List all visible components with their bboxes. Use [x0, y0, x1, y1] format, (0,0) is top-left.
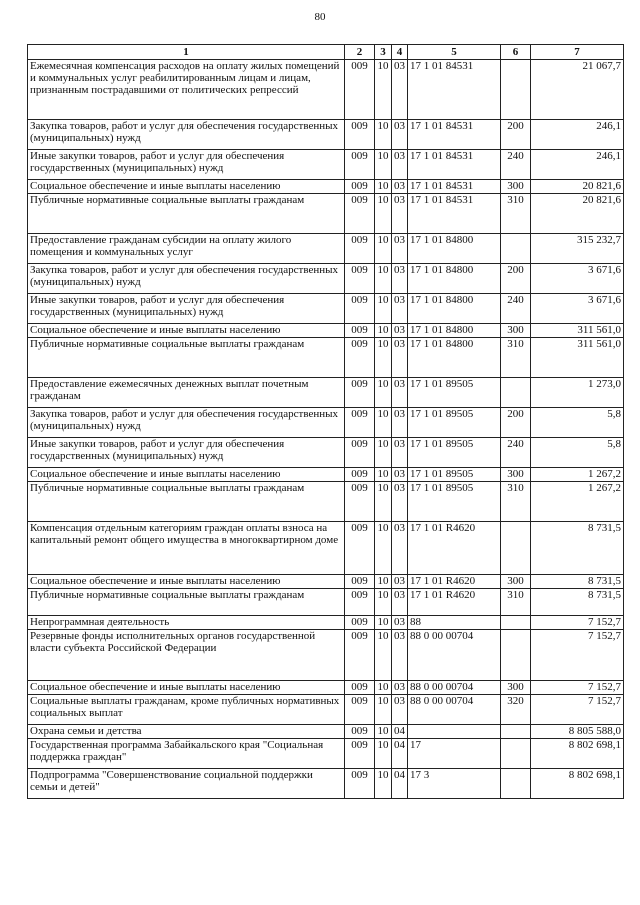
ministry-code-cell: 009 [345, 739, 375, 769]
item-name-cell: Закупка товаров, работ и услуг для обеспечения государственных (муниципальных) нужд [28, 408, 345, 438]
expense-type-code-cell: 300 [501, 575, 531, 589]
section-code-cell: 10 [375, 378, 392, 408]
ministry-code-cell: 009 [345, 60, 375, 120]
item-name-cell: Закупка товаров, работ и услуг для обеспечения государственных (муниципальных) нужд [28, 264, 345, 294]
subsection-code-cell: 03 [392, 681, 408, 695]
expense-type-code-cell: 240 [501, 294, 531, 324]
item-name-cell: Социальные выплаты гражданам, кроме публичных нормативных социальных выплат [28, 695, 345, 725]
table-row [28, 180, 624, 194]
subsection-code-cell: 03 [392, 150, 408, 180]
expense-type-code-cell: 300 [501, 681, 531, 695]
subsection-code-cell: 03 [392, 408, 408, 438]
item-name-cell: Предоставление гражданам субсидии на оплату жилого помещения и коммунальных услуг [28, 234, 345, 264]
section-code-cell: 10 [375, 264, 392, 294]
item-name-cell: Иные закупки товаров, работ и услуг для обеспечения государственных (муниципальных) нужд [28, 294, 345, 324]
header-col-6: 6 [501, 45, 531, 60]
table-row [28, 438, 624, 468]
item-name-cell: Социальное обеспечение и иные выплаты населению [28, 575, 345, 589]
ministry-code-cell: 009 [345, 522, 375, 575]
subsection-code-cell: 04 [392, 769, 408, 799]
expense-type-code-cell: 320 [501, 695, 531, 725]
ministry-code-cell: 009 [345, 725, 375, 739]
amount-cell: 8 731,5 [531, 575, 624, 589]
target-article-code-cell: 88 0 00 00704 [408, 695, 501, 725]
table-row [28, 408, 624, 438]
amount-cell: 8 802 698,1 [531, 739, 624, 769]
table-row [28, 681, 624, 695]
target-article-code-cell: 17 1 01 84531 [408, 150, 501, 180]
header-row [28, 45, 624, 60]
ministry-code-cell: 009 [345, 264, 375, 294]
section-code-cell: 10 [375, 438, 392, 468]
ministry-code-cell: 009 [345, 575, 375, 589]
item-name-cell: Социальное обеспечение и иные выплаты населению [28, 324, 345, 338]
amount-cell: 3 671,6 [531, 294, 624, 324]
ministry-code-cell: 009 [345, 338, 375, 378]
item-name-cell: Иные закупки товаров, работ и услуг для обеспечения государственных (муниципальных) нужд [28, 150, 345, 180]
expense-type-code-cell [501, 378, 531, 408]
header-col-2: 2 [345, 45, 375, 60]
target-article-code-cell: 88 0 00 00704 [408, 681, 501, 695]
table-row [28, 616, 624, 630]
section-code-cell: 10 [375, 681, 392, 695]
section-code-cell: 10 [375, 468, 392, 482]
subsection-code-cell: 03 [392, 378, 408, 408]
expense-type-code-cell [501, 769, 531, 799]
amount-cell: 246,1 [531, 120, 624, 150]
section-code-cell: 10 [375, 482, 392, 522]
section-code-cell: 10 [375, 120, 392, 150]
expense-type-code-cell [501, 616, 531, 630]
ministry-code-cell: 009 [345, 630, 375, 681]
header-col-5: 5 [408, 45, 501, 60]
item-name-cell: Социальное обеспечение и иные выплаты населению [28, 681, 345, 695]
item-name-cell: Публичные нормативные социальные выплаты гражданам [28, 194, 345, 234]
target-article-code-cell: 17 1 01 84800 [408, 324, 501, 338]
item-name-cell: Публичные нормативные социальные выплаты гражданам [28, 589, 345, 616]
amount-cell: 7 152,7 [531, 616, 624, 630]
ministry-code-cell: 009 [345, 150, 375, 180]
expense-type-code-cell [501, 630, 531, 681]
ministry-code-cell: 009 [345, 616, 375, 630]
section-code-cell: 10 [375, 180, 392, 194]
target-article-code-cell: 17 1 01 89505 [408, 378, 501, 408]
section-code-cell: 10 [375, 589, 392, 616]
item-name-cell: Предоставление ежемесячных денежных выплат почетным гражданам [28, 378, 345, 408]
expense-type-code-cell [501, 60, 531, 120]
table-row [28, 482, 624, 522]
table-row [28, 630, 624, 681]
header-col-4: 4 [392, 45, 408, 60]
ministry-code-cell: 009 [345, 468, 375, 482]
table-row [28, 378, 624, 408]
budget-table [27, 44, 624, 799]
amount-cell: 246,1 [531, 150, 624, 180]
header-col-1: 1 [28, 45, 345, 60]
amount-cell: 21 067,7 [531, 60, 624, 120]
expense-type-code-cell: 310 [501, 482, 531, 522]
expense-type-code-cell [501, 522, 531, 575]
item-name-cell: Публичные нормативные социальные выплаты гражданам [28, 338, 345, 378]
ministry-code-cell: 009 [345, 695, 375, 725]
amount-cell: 3 671,6 [531, 264, 624, 294]
amount-cell: 311 561,0 [531, 324, 624, 338]
target-article-code-cell: 17 1 01 89505 [408, 438, 501, 468]
table-row [28, 739, 624, 769]
ministry-code-cell: 009 [345, 482, 375, 522]
table-row [28, 194, 624, 234]
section-code-cell: 10 [375, 522, 392, 575]
subsection-code-cell: 03 [392, 468, 408, 482]
expense-type-code-cell: 310 [501, 338, 531, 378]
page-number: 80 [314, 11, 326, 23]
table-body [28, 60, 624, 799]
target-article-code-cell: 17 1 01 84531 [408, 180, 501, 194]
amount-cell: 8 731,5 [531, 589, 624, 616]
target-article-code-cell: 88 0 00 00704 [408, 630, 501, 681]
table-row [28, 294, 624, 324]
subsection-code-cell: 03 [392, 264, 408, 294]
expense-type-code-cell: 200 [501, 120, 531, 150]
table-row [28, 522, 624, 575]
item-name-cell: Непрограммная деятельность [28, 616, 345, 630]
subsection-code-cell: 03 [392, 294, 408, 324]
subsection-code-cell: 03 [392, 589, 408, 616]
expense-type-code-cell: 300 [501, 468, 531, 482]
item-name-cell: Закупка товаров, работ и услуг для обеспечения государственных (муниципальных) нужд [28, 120, 345, 150]
amount-cell: 311 561,0 [531, 338, 624, 378]
subsection-code-cell: 03 [392, 234, 408, 264]
item-name-cell: Социальное обеспечение и иные выплаты населению [28, 468, 345, 482]
ministry-code-cell: 009 [345, 294, 375, 324]
section-code-cell: 10 [375, 194, 392, 234]
header-col-3: 3 [375, 45, 392, 60]
table-row [28, 150, 624, 180]
target-article-code-cell: 17 1 01 84531 [408, 60, 501, 120]
amount-cell: 1 267,2 [531, 468, 624, 482]
target-article-code-cell: 17 1 01 R4620 [408, 589, 501, 616]
amount-cell: 20 821,6 [531, 194, 624, 234]
subsection-code-cell: 03 [392, 630, 408, 681]
header-col-7: 7 [531, 45, 624, 60]
table-row [28, 120, 624, 150]
target-article-code-cell: 17 1 01 89505 [408, 468, 501, 482]
target-article-code-cell: 17 1 01 84531 [408, 194, 501, 234]
table-row [28, 589, 624, 616]
section-code-cell: 10 [375, 150, 392, 180]
expense-type-code-cell: 200 [501, 264, 531, 294]
table-row [28, 575, 624, 589]
subsection-code-cell: 03 [392, 575, 408, 589]
section-code-cell: 10 [375, 234, 392, 264]
ministry-code-cell: 009 [345, 378, 375, 408]
expense-type-code-cell: 200 [501, 408, 531, 438]
target-article-code-cell: 17 3 [408, 769, 501, 799]
section-code-cell: 10 [375, 695, 392, 725]
amount-cell: 1 273,0 [531, 378, 624, 408]
target-article-code-cell: 17 1 01 84800 [408, 294, 501, 324]
subsection-code-cell: 04 [392, 739, 408, 769]
section-code-cell: 10 [375, 725, 392, 739]
table-row [28, 324, 624, 338]
table-row [28, 769, 624, 799]
expense-type-code-cell [501, 725, 531, 739]
table-row [28, 695, 624, 725]
ministry-code-cell: 009 [345, 180, 375, 194]
section-code-cell: 10 [375, 324, 392, 338]
item-name-cell: Охрана семьи и детства [28, 725, 345, 739]
expense-type-code-cell: 300 [501, 180, 531, 194]
section-code-cell: 10 [375, 575, 392, 589]
item-name-cell: Иные закупки товаров, работ и услуг для обеспечения государственных (муниципальных) нужд [28, 438, 345, 468]
subsection-code-cell: 03 [392, 695, 408, 725]
subsection-code-cell: 03 [392, 194, 408, 234]
target-article-code-cell: 17 1 01 R4620 [408, 522, 501, 575]
amount-cell: 315 232,7 [531, 234, 624, 264]
table-row [28, 338, 624, 378]
subsection-code-cell: 03 [392, 482, 408, 522]
amount-cell: 5,8 [531, 438, 624, 468]
target-article-code-cell: 17 [408, 739, 501, 769]
expense-type-code-cell: 240 [501, 150, 531, 180]
table-row [28, 725, 624, 739]
expense-type-code-cell: 300 [501, 324, 531, 338]
subsection-code-cell: 03 [392, 120, 408, 150]
section-code-cell: 10 [375, 630, 392, 681]
section-code-cell: 10 [375, 338, 392, 378]
subsection-code-cell: 03 [392, 180, 408, 194]
amount-cell: 7 152,7 [531, 695, 624, 725]
item-name-cell: Государственная программа Забайкальского края "Социальная поддержка граждан" [28, 739, 345, 769]
ministry-code-cell: 009 [345, 438, 375, 468]
expense-type-code-cell [501, 739, 531, 769]
target-article-code-cell: 88 [408, 616, 501, 630]
subsection-code-cell: 03 [392, 438, 408, 468]
item-name-cell: Социальное обеспечение и иные выплаты населению [28, 180, 345, 194]
subsection-code-cell: 03 [392, 338, 408, 378]
subsection-code-cell: 03 [392, 60, 408, 120]
expense-type-code-cell: 310 [501, 194, 531, 234]
amount-cell: 8 805 588,0 [531, 725, 624, 739]
target-article-code-cell: 17 1 01 89505 [408, 482, 501, 522]
amount-cell: 1 267,2 [531, 482, 624, 522]
ministry-code-cell: 009 [345, 120, 375, 150]
target-article-code-cell: 17 1 01 84531 [408, 120, 501, 150]
ministry-code-cell: 009 [345, 769, 375, 799]
section-code-cell: 10 [375, 769, 392, 799]
target-article-code-cell [408, 725, 501, 739]
item-name-cell: Резервные фонды исполнительных органов государственной власти субъекта Российской Федерации [28, 630, 345, 681]
section-code-cell: 10 [375, 616, 392, 630]
table-row [28, 468, 624, 482]
target-article-code-cell: 17 1 01 89505 [408, 408, 501, 438]
table-row [28, 264, 624, 294]
expense-type-code-cell [501, 234, 531, 264]
target-article-code-cell: 17 1 01 84800 [408, 234, 501, 264]
item-name-cell: Публичные нормативные социальные выплаты гражданам [28, 482, 345, 522]
expense-type-code-cell: 240 [501, 438, 531, 468]
amount-cell: 20 821,6 [531, 180, 624, 194]
expense-type-code-cell: 310 [501, 589, 531, 616]
ministry-code-cell: 009 [345, 589, 375, 616]
table-row [28, 60, 624, 120]
target-article-code-cell: 17 1 01 R4620 [408, 575, 501, 589]
amount-cell: 8 802 698,1 [531, 769, 624, 799]
ministry-code-cell: 009 [345, 324, 375, 338]
amount-cell: 8 731,5 [531, 522, 624, 575]
ministry-code-cell: 009 [345, 194, 375, 234]
section-code-cell: 10 [375, 60, 392, 120]
ministry-code-cell: 009 [345, 681, 375, 695]
section-code-cell: 10 [375, 739, 392, 769]
amount-cell: 7 152,7 [531, 681, 624, 695]
item-name-cell: Подпрограмма "Совершенствование социальной поддержки семьи и детей" [28, 769, 345, 799]
section-code-cell: 10 [375, 294, 392, 324]
section-code-cell: 10 [375, 408, 392, 438]
item-name-cell: Ежемесячная компенсация расходов на оплату жилых помещений и коммунальных услуг реабилитированным лицам и лицам, признанным пострадавшими от политических репрессий [28, 60, 345, 120]
subsection-code-cell: 03 [392, 522, 408, 575]
item-name-cell: Компенсация отдельным категориям граждан оплаты взноса на капитальный ремонт общего имущества в многоквартирном доме [28, 522, 345, 575]
target-article-code-cell: 17 1 01 84800 [408, 264, 501, 294]
ministry-code-cell: 009 [345, 234, 375, 264]
amount-cell: 5,8 [531, 408, 624, 438]
subsection-code-cell: 03 [392, 616, 408, 630]
target-article-code-cell: 17 1 01 84800 [408, 338, 501, 378]
subsection-code-cell: 04 [392, 725, 408, 739]
ministry-code-cell: 009 [345, 408, 375, 438]
table-row [28, 234, 624, 264]
subsection-code-cell: 03 [392, 324, 408, 338]
amount-cell: 7 152,7 [531, 630, 624, 681]
